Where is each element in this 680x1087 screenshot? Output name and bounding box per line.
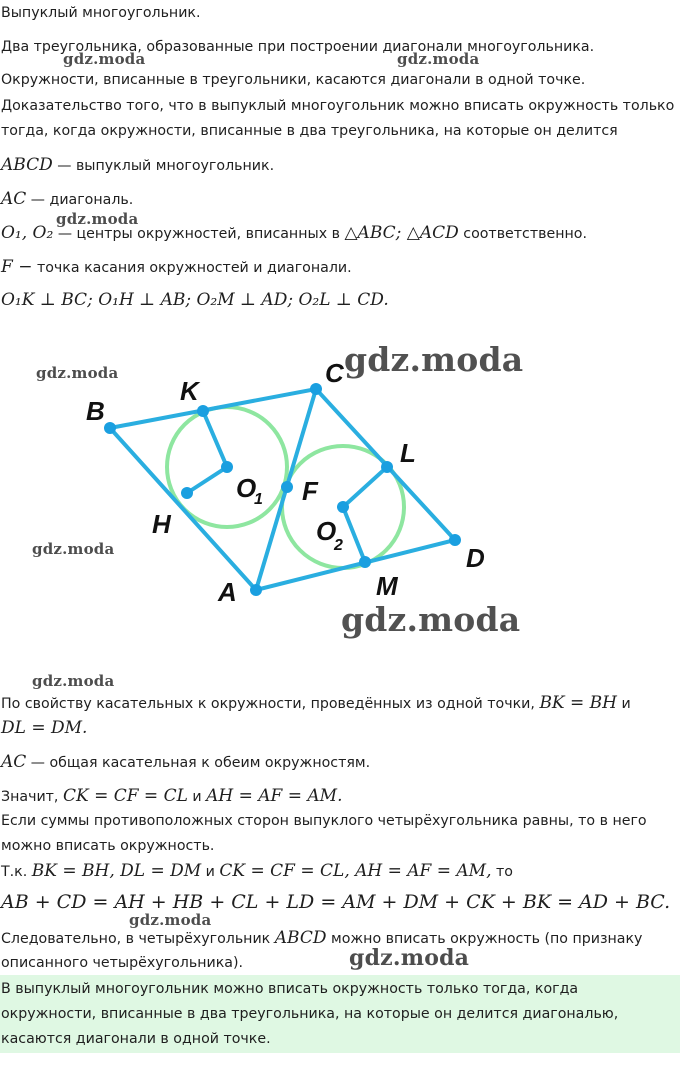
label-d: D	[466, 543, 485, 573]
math-ac-tangent: AC	[1, 752, 27, 772]
text-line-3: Окружности, вписанные в треугольники, касаются диагонали в одной точке.	[1, 72, 586, 88]
text-line-5: тогда, когда окружности, вписанные в два треугольника, на которые он делится	[1, 123, 618, 139]
text-line-6-rest: — выпуклый многоугольник.	[52, 158, 275, 174]
text-line-8-end: соответственно.	[458, 226, 587, 242]
proof-line-7-end: то	[491, 864, 513, 880]
proof-line-2	[1, 718, 87, 739]
point-c	[310, 383, 322, 395]
proof-line-3	[1, 752, 370, 773]
point-k	[197, 405, 209, 417]
proof-line-7	[1, 861, 513, 882]
proof-line-9-text2: можно вписать окружность (по признаку	[326, 931, 643, 947]
proof-line-9-text1: Следовательно, в четырёхугольник	[1, 931, 275, 947]
math-o1-o2: O₁, O₂	[1, 223, 54, 243]
math-abcd-2: ABCD	[274, 928, 327, 948]
label-o1: O	[236, 473, 257, 503]
label-o2: O	[316, 516, 337, 546]
point-o2	[337, 501, 349, 513]
math-dl-dm: DL = DM.	[1, 718, 88, 738]
math-bk-bh: BK = BH	[539, 693, 617, 713]
watermark: gdz.moda	[36, 364, 119, 382]
watermark: gdz.moda	[397, 50, 480, 68]
watermark: gdz.moda	[129, 911, 212, 929]
proof-line-1-and: и	[617, 696, 631, 712]
label-m: M	[376, 571, 398, 601]
math-sum-equation: AB + CD = AH + HB + CL + LD = AM + DM + CK + BK = AD + BC.	[1, 891, 671, 913]
radii-o2	[343, 467, 387, 562]
math-equalities-2: CK = CF = CL, AH = AF = AM,	[219, 861, 492, 881]
proof-line-4-and: и	[187, 789, 207, 805]
point-l	[381, 461, 393, 473]
watermark: gdz.moda	[349, 945, 470, 971]
math-equalities-1: BK = BH, DL = DM	[31, 861, 202, 881]
proof-line-8	[1, 892, 670, 914]
proof-line-5: Если суммы противоположных сторон выпуклого четырёхугольника равны, то в него	[1, 813, 647, 829]
radii-o1	[187, 411, 227, 493]
math-triangles: △ABC; △ACD	[344, 223, 459, 243]
label-a: A	[218, 577, 237, 607]
text-line-1: Выпуклый многоугольник.	[1, 5, 201, 21]
math-abcd: ABCD	[1, 155, 53, 175]
text-line-7-rest: — диагональ.	[26, 192, 134, 208]
label-l: L	[400, 438, 416, 468]
text-line-8-mid: — центры окружностей, вписанных в	[53, 226, 345, 242]
watermark: gdz.moda	[63, 50, 146, 68]
label-o1-subscript: 1	[254, 491, 263, 508]
proof-line-7-and: и	[201, 864, 220, 880]
label-h: H	[152, 509, 171, 539]
proof-line-6: можно вписать окружность.	[1, 838, 215, 854]
point-d	[449, 534, 461, 546]
answer-box	[0, 975, 680, 1053]
proof-line-1-text: По свойству касательных к окружности, проведённых из одной точки,	[1, 696, 540, 712]
math-ck-cf-cl: CK = CF = CL	[62, 786, 188, 806]
point-m	[359, 556, 371, 568]
answer-text: В выпуклый многоугольник можно вписать окружность только тогда, когда окружности, вписанные в два треугольника, на которые он делится диагональю, касаются диагонали в одной точке.	[1, 981, 619, 1047]
proof-line-9	[1, 928, 642, 949]
point-a	[250, 584, 262, 596]
point-b	[104, 422, 116, 434]
proof-line-1	[1, 693, 631, 714]
point-f	[281, 481, 293, 493]
proof-line-7-text: Т.к.	[1, 864, 32, 880]
math-ah-af-am: AH = AF = AM.	[206, 786, 343, 806]
text-line-9-rest: точка касания окружностей и диагонали.	[32, 260, 352, 276]
math-ac: AC	[1, 189, 27, 209]
math-f: F −	[1, 257, 33, 277]
watermark: gdz.moda	[344, 340, 524, 379]
math-perpendiculars: O₁K ⊥ BC; O₁H ⊥ AB; O₂M ⊥ AD; O₂L ⊥ CD.	[1, 290, 389, 310]
proof-line-4-text: Значит,	[1, 789, 63, 805]
watermark: gdz.moda	[32, 672, 115, 690]
label-o2-subscript: 2	[334, 537, 343, 554]
label-b: B	[86, 396, 105, 426]
label-f: F	[302, 476, 318, 506]
point-h	[181, 487, 193, 499]
label-k: K	[180, 376, 199, 406]
watermark: gdz.moda	[32, 540, 115, 558]
proof-line-10: описанного четырёхугольника).	[1, 955, 244, 971]
label-c: C	[325, 358, 344, 388]
proof-line-3-text: — общая касательная к обеим окружностям.	[26, 755, 371, 771]
text-line-2: Два треугольника, образованные при построении диагонали многоугольника.	[1, 39, 595, 55]
proof-line-4	[1, 786, 343, 807]
watermark: gdz.moda	[56, 210, 139, 228]
watermark: gdz.moda	[341, 600, 521, 639]
point-o1	[221, 461, 233, 473]
text-line-4: Доказательство того, что в выпуклый многоугольник можно вписать окружность только	[1, 98, 675, 114]
